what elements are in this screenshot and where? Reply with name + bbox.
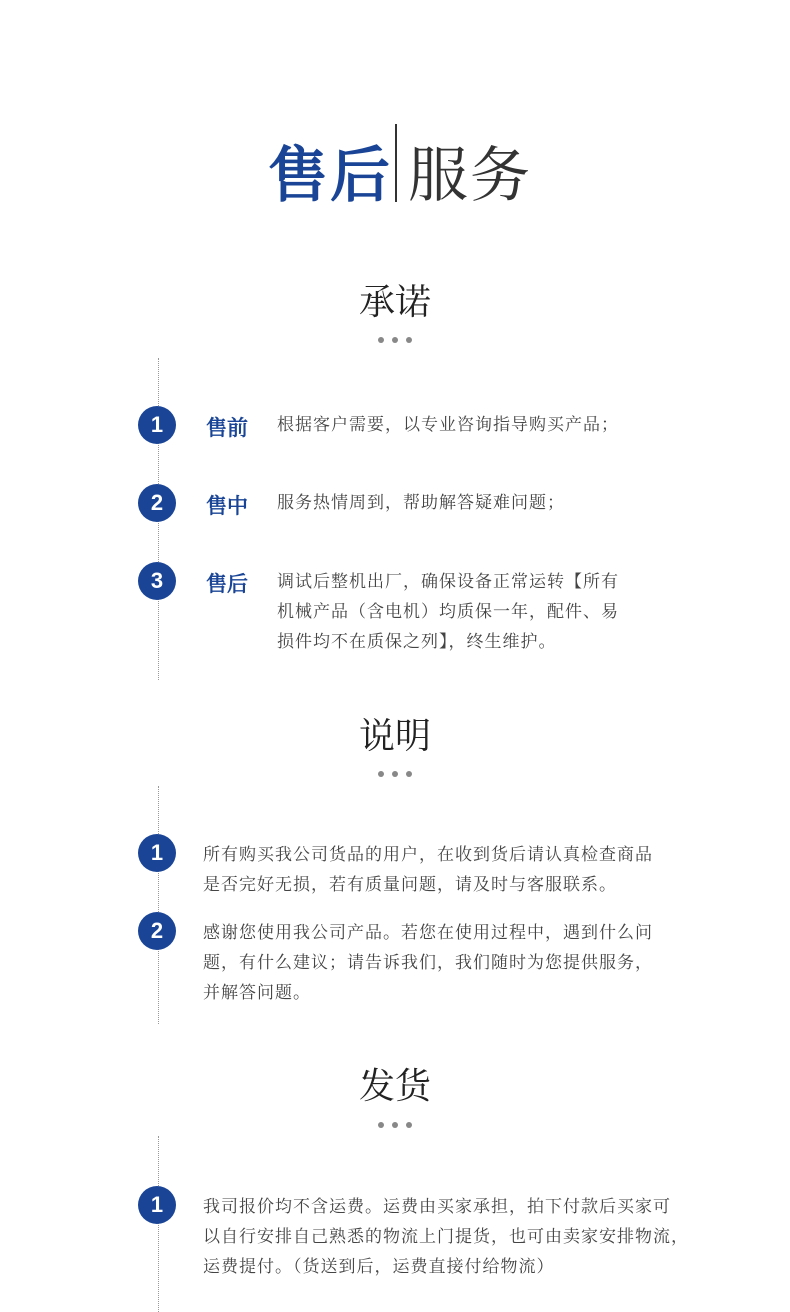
promise-step-3-tag: 售后 [206, 572, 248, 596]
header-title-left: 售后 [268, 141, 392, 211]
promise-step-1-tag: 售前 [206, 416, 248, 440]
shipping-timeline-line [158, 1136, 159, 1312]
promise-step-3-text [277, 567, 619, 657]
shipping-title: 发货 [358, 1066, 431, 1107]
explain-title: 说明 [358, 716, 431, 757]
promise-step-2-tag: 售中 [206, 494, 248, 518]
promise-title: 承诺 [358, 282, 431, 323]
explain-step-1-line: 所有购买我公司货品的用户，在收到货后请认真检查商品 [203, 845, 653, 865]
explain-step-1-badge: 1 [138, 834, 176, 872]
promise-step-3-badge: 3 [138, 562, 176, 600]
promise-step-2-text: 服务热情周到，帮助解答疑难问题； [277, 493, 565, 513]
shipping-dots [0, 1113, 790, 1123]
promise-step-3-line: 调试后整机出厂，确保设备正常运转【所有 [277, 572, 619, 592]
explain-step-2-line: 题，有什么建议；请告诉我们，我们随时为您提供服务， [203, 953, 653, 973]
promise-step-2-badge: 2 [138, 484, 176, 522]
explain-timeline-line [158, 786, 159, 1024]
shipping-step-1-line: 我司报价均不含运费。运费由买家承担，拍下付款后买家可 [203, 1197, 671, 1217]
explain-step-2-line: 感谢您使用我公司产品。若您在使用过程中，遇到什么问 [203, 923, 653, 943]
explain-step-2-line: 并解答问题。 [203, 983, 311, 1003]
explain-dots [0, 762, 790, 772]
page-header [0, 118, 790, 211]
header-divider [395, 124, 397, 202]
promise-step-3-line: 机械产品（含电机）均质保一年，配件、易 [277, 602, 619, 622]
promise-step-1-text: 根据客户需要，以专业咨询指导购买产品； [277, 415, 619, 435]
shipping-step-1-text [203, 1192, 689, 1282]
explain-step-1-line: 是否完好无损，若有质量问题，请及时与客服联系。 [203, 875, 617, 895]
explain-step-1-text [203, 840, 653, 900]
promise-step-3-line: 损件均不在质保之列】，终生维护。 [277, 632, 557, 652]
shipping-step-1-line: 运费提付。（货送到后，运费直接付给物流） [203, 1257, 555, 1277]
promise-step-1-badge: 1 [138, 406, 176, 444]
explain-step-2-text [203, 918, 653, 1008]
promise-dots [0, 328, 790, 338]
explain-step-2-badge: 2 [138, 912, 176, 950]
shipping-step-1-badge: 1 [138, 1186, 176, 1224]
header-title-right: 服务 [408, 141, 532, 211]
shipping-step-1-line: 以自行安排自己熟悉的物流上门提货，也可由卖家安排物流， [203, 1227, 689, 1247]
